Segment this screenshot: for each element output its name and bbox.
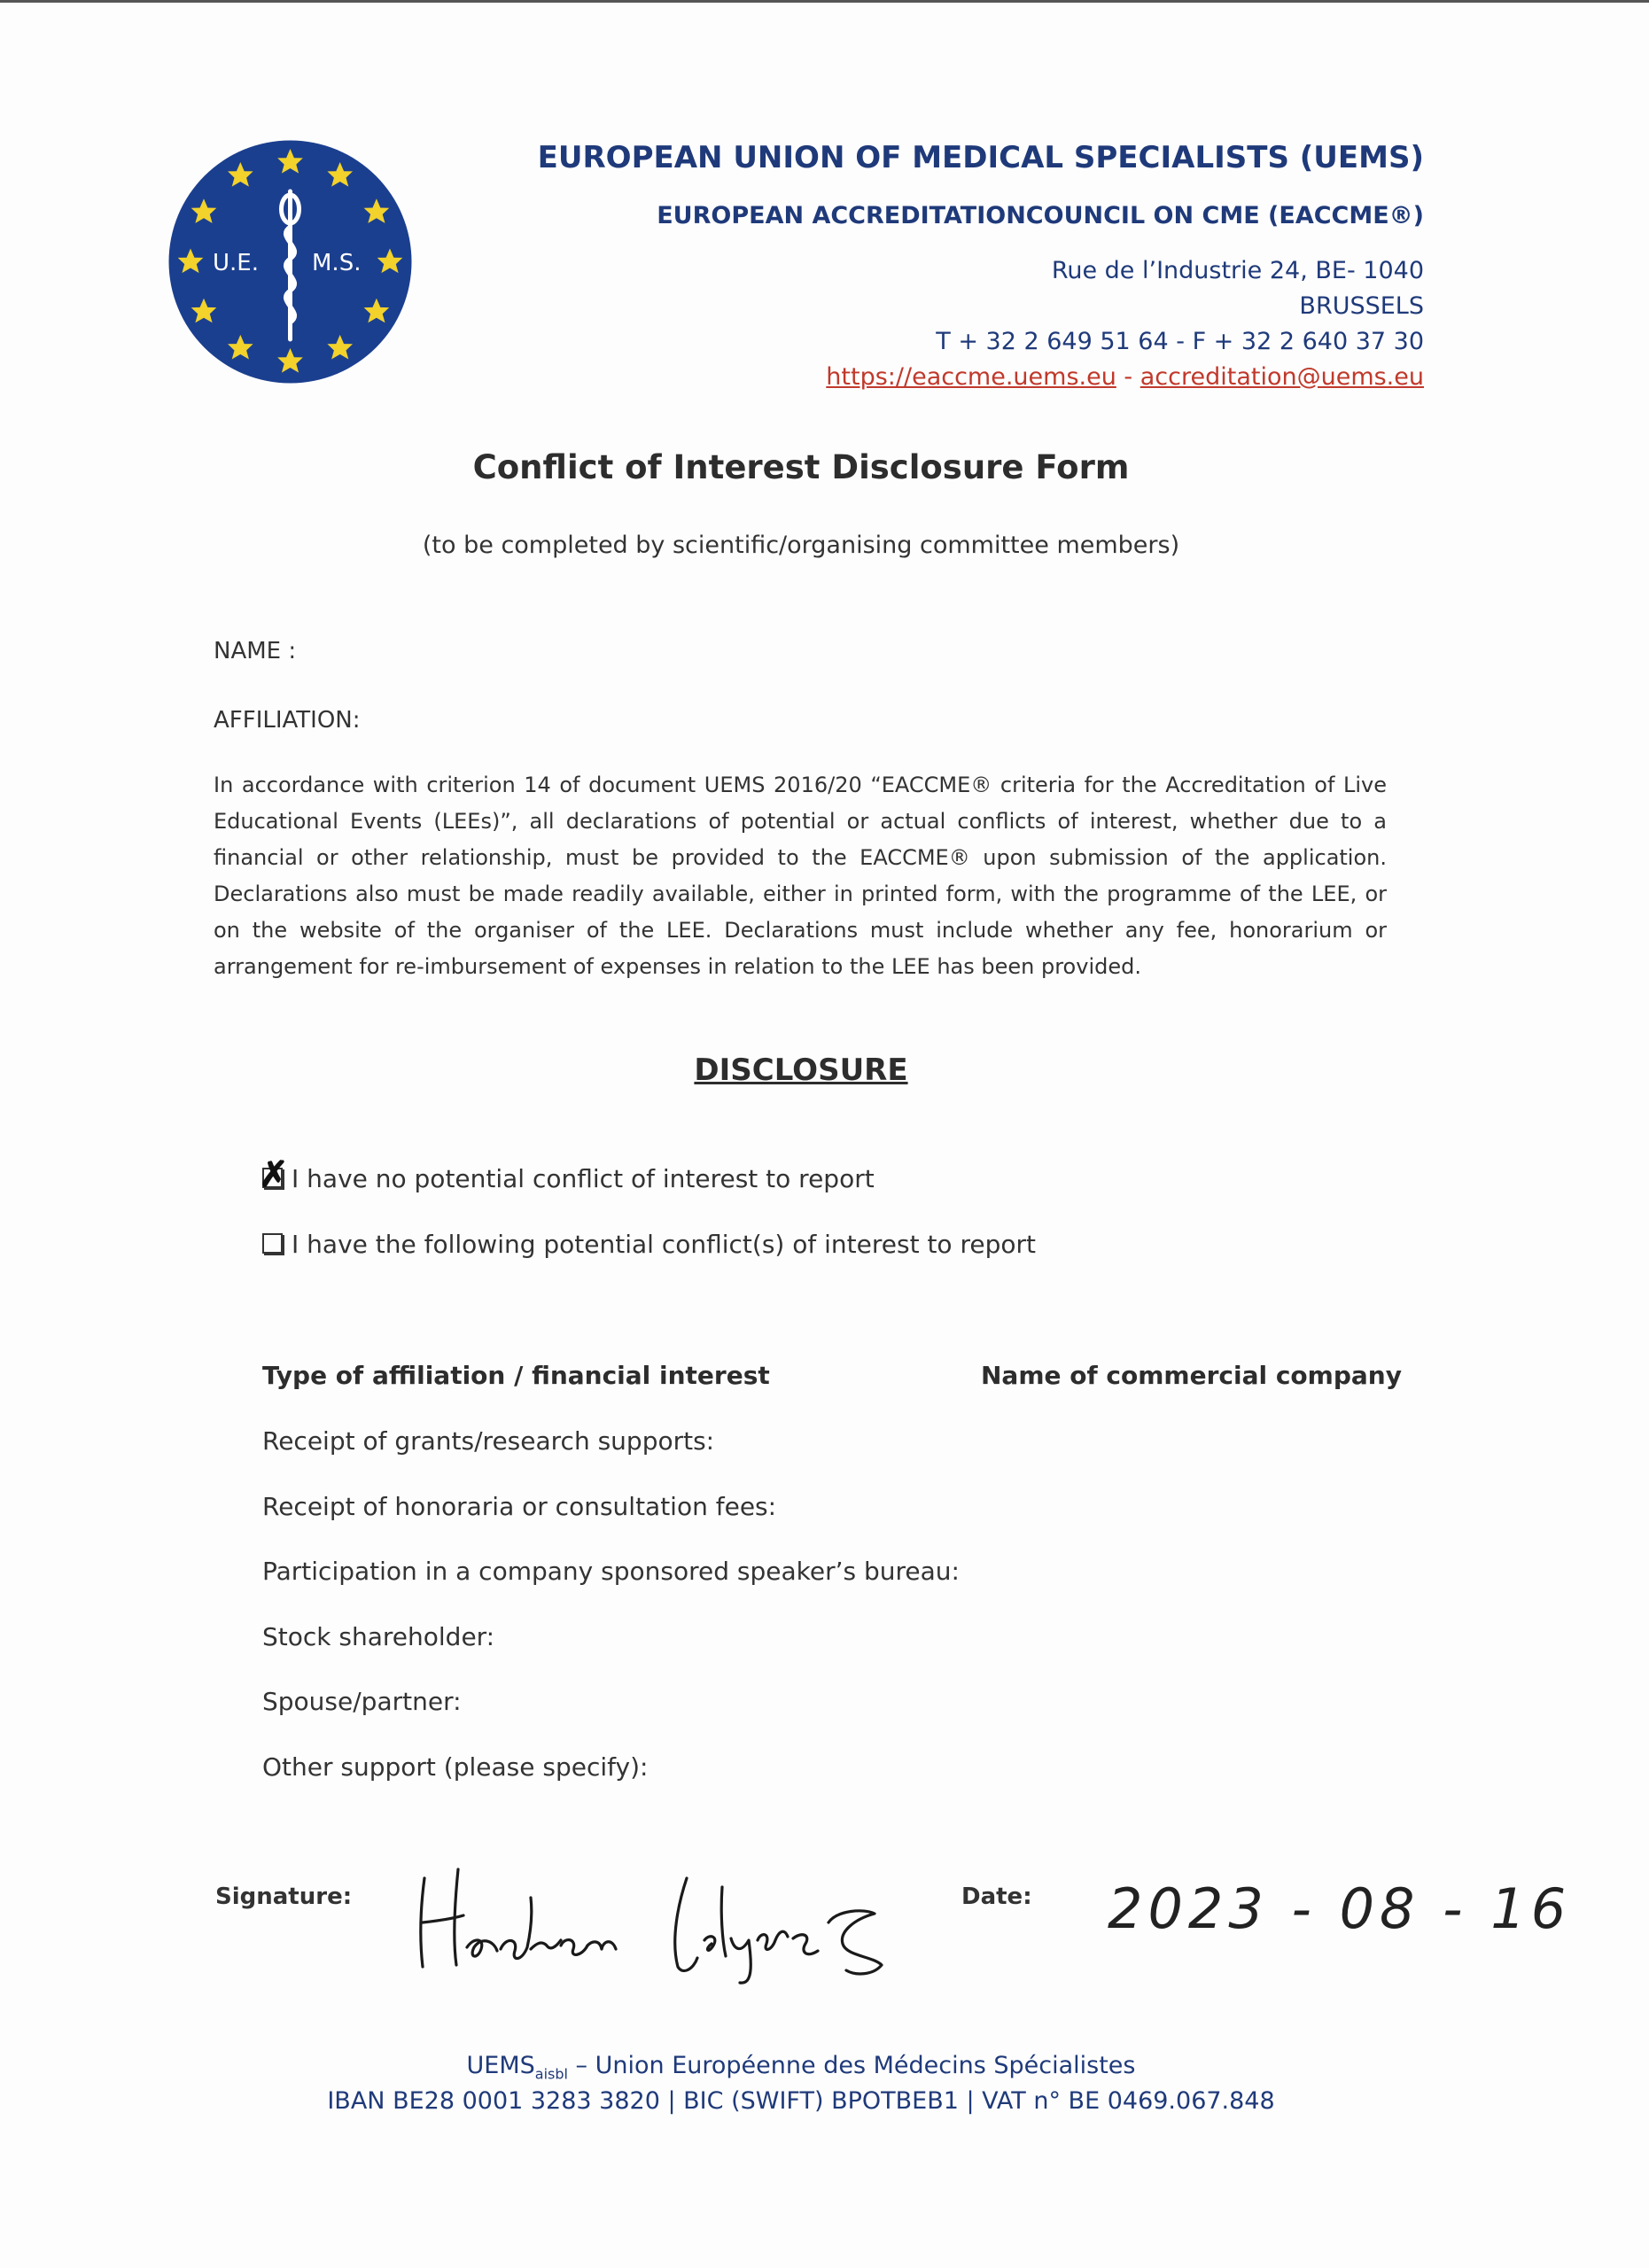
uems-logo: [168, 140, 412, 384]
contact-links: [826, 360, 1424, 395]
footer-org-name: – Union Européenne des Médecins Spécialistes: [567, 2052, 1136, 2079]
address-block: [826, 253, 1424, 395]
row-stock: Stock shareholder:: [262, 1622, 495, 1651]
footer-org-prefix: UEMS: [466, 2052, 535, 2079]
logo-right-text: M.S.: [312, 250, 362, 276]
logo-left-text: U.E.: [213, 250, 259, 276]
date-handwritten-value: 2023 - 08 - 16: [1108, 1876, 1572, 1941]
footer-org-suffix-sub: aisbl: [534, 2065, 568, 2083]
affiliation-label: AFFILIATION:: [214, 707, 361, 734]
address-line-1: Rue de l’Industrie 24, BE- 1040: [1051, 257, 1424, 284]
option-no-conflict-label: I have no potential conflict of interest to report: [292, 1164, 875, 1193]
checkbox-checked[interactable]: [259, 1153, 289, 1195]
footer-line-1: [0, 2052, 1602, 2082]
form-title: Conflict of Interest Disclosure Form: [472, 448, 1130, 486]
option-has-conflict[interactable]: [262, 1230, 1036, 1259]
address-line-2: BRUSSELS: [1299, 292, 1424, 320]
email-link[interactable]: accreditation@uems.eu: [1140, 363, 1424, 391]
website-link[interactable]: https://eaccme.uems.eu: [826, 363, 1116, 391]
top-edge-line: [0, 0, 1649, 3]
footer-line-2: IBAN BE28 0001 3283 3820 | BIC (SWIFT) BPOTBEB1 | VAT n° BE 0469.067.848: [327, 2087, 1275, 2115]
intro-paragraph: In accordance with criterion 14 of document UEMS 2016/20 “EACCME® criteria for the Accreditation of Live Educational Events (LEEs)”, all declarations of potential or actual conflicts of interest, whether due to a financial or other relationship, must be provided to the EACCME® upon submission of the application. Declarations also must be made readily available, either in printed form, with the programme of the LEE, or on the website of the organiser of the LEE. Declarations must include whether any fee, honorarium or arrangement for re-imbursement of expenses in relation to the LEE has been provided.: [214, 773, 1387, 979]
column-header-company: Name of commercial company: [981, 1361, 1402, 1390]
form-subtitle: (to be completed by scientific/organising committee members): [422, 532, 1180, 559]
org-title: EUROPEAN UNION OF MEDICAL SPECIALISTS (UEMS): [537, 140, 1424, 175]
option-no-conflict[interactable]: [259, 1153, 875, 1195]
row-other-support: Other support (please specify):: [262, 1752, 649, 1782]
name-label: NAME :: [214, 638, 297, 664]
checkbox-unchecked[interactable]: [262, 1233, 283, 1254]
date-label: Date:: [961, 1884, 1032, 1910]
check-mark-icon: ✗: [259, 1153, 289, 1195]
phone-line: T + 32 2 649 51 64 - F + 32 2 640 37 30: [936, 328, 1424, 355]
option-has-conflict-label: I have the following potential conflict(s) of interest to report: [292, 1230, 1036, 1259]
link-separator: -: [1116, 363, 1140, 391]
row-honoraria: Receipt of honoraria or consultation fees:: [262, 1492, 777, 1521]
row-spouse: Spouse/partner:: [262, 1687, 462, 1716]
signature-label: Signature:: [215, 1884, 353, 1910]
org-subtitle: EUROPEAN ACCREDITATIONCOUNCIL ON CME (EACCME®): [657, 202, 1424, 229]
handwritten-signature: [412, 1852, 904, 1984]
disclosure-heading: DISCLOSURE: [694, 1052, 908, 1088]
row-speakers-bureau: Participation in a company sponsored speaker’s bureau:: [262, 1557, 960, 1586]
row-grants: Receipt of grants/research supports:: [262, 1426, 715, 1456]
column-header-type: Type of affiliation / financial interest: [262, 1361, 770, 1390]
